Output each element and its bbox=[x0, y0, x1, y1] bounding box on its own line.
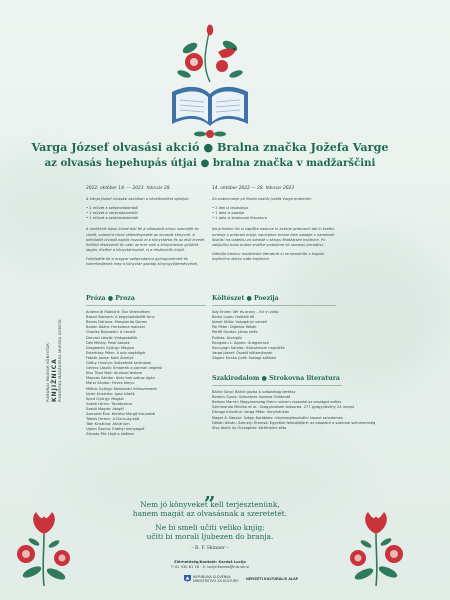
book-flower-emblem-icon bbox=[160, 22, 260, 140]
paragraph-slovene: Odkrijte biserov madžarske literature in se seznanite z bogato knjižnično zbirko naše knjižnice. bbox=[212, 251, 325, 261]
quote-mark-icon: „ bbox=[204, 480, 216, 504]
list-item: József Attila: Vasagárlyi versek bbox=[212, 320, 268, 325]
list-item: Berban Marcsi: Magyarország Ifrem: szívem csoszdal az országot széles bbox=[212, 400, 342, 405]
folk-tulip-left-icon bbox=[8, 508, 80, 586]
list-item: • 2 deli iz leposlovja bbox=[212, 206, 249, 211]
list-item: Rangsinu L. Ágnes: Ürlegversek bbox=[212, 340, 270, 345]
ministry-logo-text: REPUBLIKA SLOVENIJA MINISTRSTVO ZA KULTURO bbox=[193, 575, 239, 583]
list-item: Szabó Magda: Abigél bbox=[86, 406, 124, 411]
title-hungarian: Varga József olvasási akció bbox=[31, 140, 200, 154]
poetry-section bbox=[212, 296, 336, 361]
list-item: Petőfi Sándor: János vitéz bbox=[212, 330, 258, 335]
list-item: Bodon Ádám: Herkolena malacai bbox=[86, 325, 145, 330]
divider bbox=[212, 385, 342, 386]
nonfiction-list bbox=[212, 390, 376, 431]
slovene-rules bbox=[212, 186, 336, 266]
sidebar-text: POMURSKA MADŽARSKA bbox=[58, 354, 62, 402]
list-item: Szunyogh Sándor: Halcsárnom napsütés bbox=[212, 345, 285, 350]
contact-name: Elérhetőség/Kontakt: Kardoš Lucija bbox=[174, 560, 246, 564]
list-item: Darvasi László: Virágzabálók bbox=[86, 335, 138, 340]
list-item: Dékán István: Szenely: Éremsö: Egyetlek feltalálójáré: az alapkönt a szakmai szimmentség bbox=[212, 420, 376, 425]
list-item: Bedecs Gyula: Szövetnek Isoneos Ötöderdé bbox=[212, 395, 291, 400]
title-slovene: Bralna značka Jožefa Varge bbox=[217, 140, 389, 154]
subtitle-hungarian: az olvasás hepehupás útjai bbox=[44, 157, 197, 169]
list-item: Gáthy Orsolya: Szövetnök szirtnalak bbox=[86, 361, 152, 366]
list-item: Tóth Krisztina: Akvárium bbox=[86, 422, 130, 427]
paragraph-hungarian: A mellékelt lapon közzé tűzi fel a választott könyv szerzőjét és címét, valamint rövid véleményezést az olvasott könyvről. A beküldött olvasói naplót hozzuk el a könyvtárba és az első levelet feltöltő résztvevőt év után az erre való a könyvtárban gyűjtött lapján. Kivétel a könyvtárosokat, is a résztvevők közül. bbox=[86, 227, 205, 252]
coat-of-arms-icon bbox=[184, 575, 191, 583]
list-item: Závada Pál: Hajó a ködben bbox=[86, 432, 134, 437]
list-item: • 1 művet a versirodalomból bbox=[86, 211, 138, 216]
list-item: Benes Dóriana: Margherita Dorosi bbox=[86, 320, 147, 325]
list-item: Magvas Sándor: Akác'nak száraz ágán bbox=[86, 376, 155, 381]
list-item: Zágoni Kicska Judit: Szalagi szélben bbox=[212, 355, 277, 360]
subtitle-separator: ● bbox=[200, 157, 210, 169]
prose-section bbox=[86, 296, 206, 437]
list-item: Siva Abell: Az Orszagház: történelmi séta bbox=[212, 425, 287, 430]
intro-hungarian: A Varga József olvasási akcióban a következőket ajánljuk: bbox=[86, 197, 190, 202]
list-item: Darago Krisztina: Varga Péter: Konyhánkán bbox=[212, 410, 290, 415]
list-item: Berka Lajos: Holdelő fél bbox=[212, 315, 255, 320]
quote-line: hanem magát az olvasásnak a szeretetét. bbox=[132, 509, 288, 519]
nonfiction-section bbox=[212, 375, 376, 431]
list-item: Márai Sándor: Füves könyv bbox=[86, 381, 135, 386]
sidebar-text: POMURJAI MAGYAR KÖNYVTÁR bbox=[46, 343, 50, 402]
library-logo bbox=[51, 358, 58, 402]
list-item: Charles Bukowski: A nevelő bbox=[86, 330, 136, 335]
list-item: Szendrei Éva: Kertész Margó kisunokái bbox=[86, 411, 156, 416]
date-hungarian: 2022. október 14. — 2023. február 28. bbox=[86, 186, 171, 191]
list-item: Esterházy Péter: A szív segédigéi bbox=[86, 350, 146, 355]
list-item: Mélkai György: Kolozsvári mítoszmesek bbox=[86, 386, 157, 391]
list-item: Fabiák Janka: Kotti Árkelye bbox=[86, 355, 134, 360]
intro-slovene: Za sodelovanje pri Bralni znački Jožefa Varge preberite: bbox=[212, 197, 312, 202]
list-item: Bálint Sorgi: Bálint gazda A szabadság kertész bbox=[212, 390, 296, 395]
subtitle bbox=[0, 157, 420, 169]
paragraph-hungarian: Felkészítik fel a magyar szépirodalom gyöngyszemeit és ismerkedjenek meg a könyvtár gazdag könyvgyűjteményével. bbox=[86, 256, 199, 267]
list-item: • 1 delo iz poezije bbox=[212, 211, 245, 216]
list-item: • 1 művet a szakirodalomból bbox=[86, 216, 139, 221]
prose-heading: Próza ● Proza bbox=[86, 295, 135, 302]
fund-logo-text: NEMZETI KULTURÁLIS ALAP bbox=[246, 577, 299, 581]
sidebar-org: KNJIŽNICA bbox=[51, 358, 58, 402]
list-item: Kiss Tibor Noé: Aludvad testem bbox=[86, 371, 143, 376]
divider bbox=[212, 305, 336, 306]
prose-list bbox=[86, 310, 206, 437]
library-name-hungarian bbox=[46, 343, 50, 402]
date-slovene: 14. oktober 2022 — 28. februar 2023 bbox=[212, 186, 295, 191]
list-item: Spiró György: Magtár bbox=[86, 396, 124, 401]
list-item: Dés Mihály: Pesti barokk bbox=[86, 340, 130, 345]
list-item: Szabó Lőrinc: Tücsökzene bbox=[86, 401, 132, 406]
subtitle-slovene: bralna značka v madžarščini bbox=[212, 157, 376, 169]
list-item: Gerecs László: Emberek a parmán vegetál bbox=[86, 366, 163, 371]
list-item: Andrea di Robilant: Ősz Velencében bbox=[86, 310, 151, 315]
hungarian-rules bbox=[86, 186, 206, 271]
folk-tulip-right-icon bbox=[340, 508, 412, 586]
quote-line: Nem jó könyveket kell terjesztenünk, bbox=[140, 500, 280, 509]
divider bbox=[86, 305, 206, 306]
list-item: Dragomán György: Máglya bbox=[86, 345, 134, 350]
title-separator: ● bbox=[203, 140, 214, 154]
list-item: Pál Péter: Digitális fiókák bbox=[212, 325, 257, 330]
list-item: • 2 művet a szépirodalomból bbox=[86, 206, 139, 211]
nonfiction-heading: Szakirodalom ● Strokovna literatura bbox=[212, 375, 340, 382]
library-name-slovene bbox=[58, 319, 62, 402]
poetry-list bbox=[212, 310, 336, 361]
library-sidebar bbox=[46, 319, 62, 402]
quote-line: učiti bi morali ljubezen do branja. bbox=[146, 532, 274, 542]
list-item: Basari Barbara: A begyöpösödött árny bbox=[86, 315, 155, 320]
list-item: Puśkás: Arcaiglin bbox=[212, 335, 243, 340]
list-item: • 1 delo iz strokovne literature bbox=[212, 216, 267, 221]
list-item: Ady Endre: Vér és arany – Kri in zlato bbox=[212, 310, 279, 315]
list-item: Ugron Zsolna: Erdélyi menyegző bbox=[86, 427, 145, 432]
paragraph-slovene: Na priloženi list si zapišite naslove in avtorje prebranih del in kratko mnenje o prebrani knjigi. Izpolnjene bralne liste oddajte v namenski škatlici na oddelku za odrasle v sklopu Madžarske knjižnice. Po zaključku bodo bralne značke podeljene ob slovesni prireditvi. bbox=[212, 227, 335, 247]
list-item: Tóbiás Ferenc: A Duna-ág-köd bbox=[86, 417, 140, 422]
list-item: Nyári Krisztián: Igazi hősök bbox=[86, 391, 135, 396]
list-item: Szimmonda Mónika et al.: Szagyanlesek teásorba. 277 gyógynövény 24 recept bbox=[212, 405, 355, 410]
list-item: Maget Á. Nessor: Szépp Karóbkes: mindmegfaszinálni kazaut szúzdemes bbox=[212, 415, 343, 420]
quote-author: – B. F. Skinner – bbox=[191, 546, 229, 551]
poetry-heading: Költészet ● Poezija bbox=[212, 295, 279, 302]
list-item: Varga József: Őszelő költemények bbox=[212, 350, 273, 355]
main-title bbox=[0, 140, 420, 154]
quote-line: Ne bi smeli učiti veliko knjig; bbox=[155, 523, 265, 532]
contact-details: T: 02 530 81 16 · E: lucija.kardos@mb.sik.si bbox=[170, 565, 250, 569]
sidebar-text: MURSKA SOBOTA bbox=[58, 319, 62, 353]
